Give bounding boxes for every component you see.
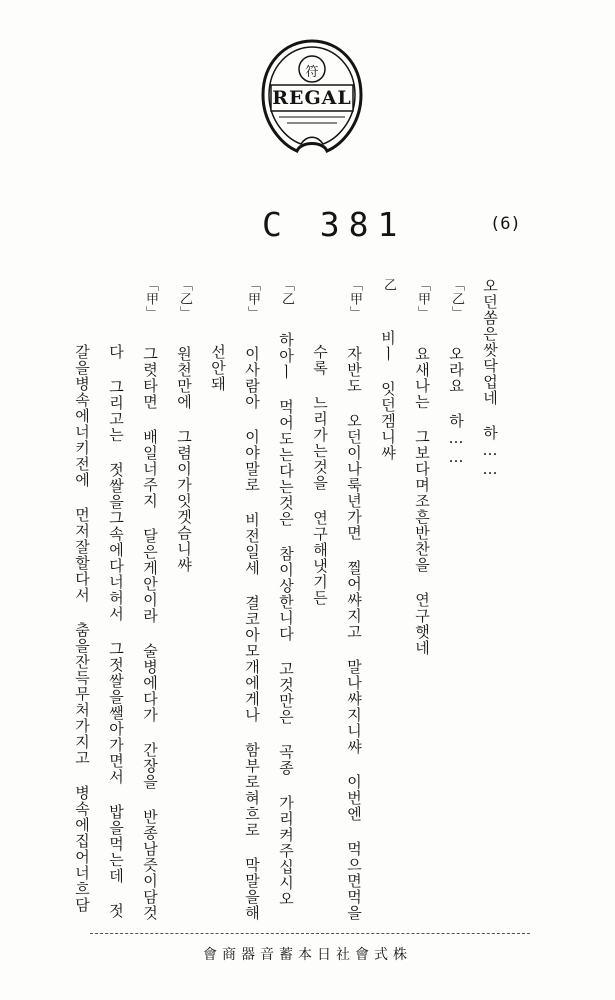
speaker-label: 「乙」 <box>177 278 192 320</box>
speaker-label: 「乙 <box>279 278 294 306</box>
script-line <box>308 278 332 928</box>
speaker-label: 「甲」 <box>143 278 158 320</box>
regal-logo <box>257 37 367 157</box>
script-line <box>376 278 400 928</box>
script-line <box>240 278 264 928</box>
line-text: 비ㅣ 잇던겜니쌰 <box>379 330 397 461</box>
line-text: 하아ㅣ 먹어도는다는것은 참이상한니다 고것만은 곡종 가리켜주십시오 <box>277 332 295 907</box>
line-text: 갈을병속에너키전에 먼저잘할다서 춤을잔득무처가지고 병속에집어너흐담 <box>73 344 91 913</box>
line-text: 다 그리고는 젓쌀을그속에다너허서 그젓쌀을쌜아가면서 밥을먹는데 젓 <box>107 344 125 919</box>
script-line <box>104 278 128 928</box>
publisher-footer: 會商器音蓄本日社會式株 <box>203 947 412 963</box>
script-line <box>444 278 468 928</box>
line-text: 수록 느리가는것을 연구해냇기든 <box>311 344 329 606</box>
script-line <box>172 278 196 928</box>
logo-brand: REGAL <box>272 87 352 109</box>
script-line <box>410 278 434 928</box>
speaker-label: 「乙」 <box>449 278 464 320</box>
speaker-label: 「甲」 <box>347 278 362 320</box>
catalog-number: C 381 <box>262 205 407 244</box>
speaker-label: 乙 <box>381 278 396 292</box>
line-text: 오던쏨은쌋닥업네 하…… <box>481 278 499 479</box>
line-text: 원천만에 그렴이가잇겟슴니쌰 <box>175 346 193 573</box>
logo-emblem-text: 符 <box>305 65 319 80</box>
line-text: 그렷타면 배일너주지 달은게안이라 술병에다가 간장을 반종남즛이담것 <box>141 346 159 921</box>
footer-divider <box>90 933 530 934</box>
script-line <box>70 278 94 928</box>
line-text: 오라요 하…… <box>447 346 465 467</box>
script-line <box>274 278 298 928</box>
page-number: (6) <box>490 214 521 234</box>
script-line <box>138 278 162 928</box>
speaker-label: 「甲」 <box>245 278 260 320</box>
line-text: 선안돼 <box>209 344 227 392</box>
script-line <box>342 278 366 928</box>
script-line <box>478 278 502 928</box>
script-line <box>206 278 230 928</box>
line-text: 이사람아 이야말로 비전일세 결코아모개에게나 함부로혀흐로 막말을해 <box>243 346 261 921</box>
line-text: 자반도 오던이나룩년가면 찔어쌰지고 말나쌰지니쌰 이번엔 먹으면먹을 <box>345 346 363 921</box>
speaker-label: 「甲」 <box>415 278 430 320</box>
line-text: 요새나는 그보다며조흔반찬을 연구햇네 <box>413 346 431 656</box>
